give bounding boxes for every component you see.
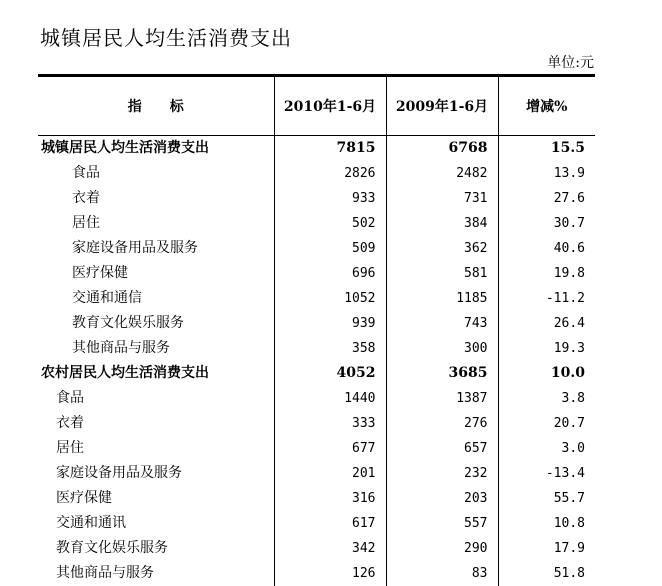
row-label: 衣着 [38, 411, 274, 436]
table-row [38, 461, 595, 486]
value-change: 20.7 [498, 411, 595, 436]
row-label: 医疗保健 [38, 486, 274, 511]
value-2010: 358 [274, 336, 386, 361]
table-body [38, 136, 595, 586]
value-2009: 581 [386, 261, 498, 286]
value-2010: 333 [274, 411, 386, 436]
value-change: 3.8 [498, 386, 595, 411]
table-row [38, 436, 595, 461]
header-change: 增减% [498, 76, 595, 136]
table-row [38, 186, 595, 211]
value-2009: 2482 [386, 161, 498, 186]
consumption-table [38, 74, 595, 586]
value-2010: 677 [274, 436, 386, 461]
value-2010: 696 [274, 261, 386, 286]
value-2010: 4052 [274, 361, 386, 386]
unit-label: 单位:元 [547, 52, 594, 72]
table-row [38, 536, 595, 561]
row-label: 农村居民人均生活消费支出 [38, 361, 274, 386]
value-2010: 933 [274, 186, 386, 211]
table-total-row [38, 361, 595, 386]
table-row [38, 161, 595, 186]
row-label: 家庭设备用品及服务 [38, 236, 274, 261]
value-2010: 509 [274, 236, 386, 261]
value-change: 26.4 [498, 311, 595, 336]
value-2009: 6768 [386, 136, 498, 162]
value-change: -13.4 [498, 461, 595, 486]
row-label: 医疗保健 [38, 261, 274, 286]
row-label: 家庭设备用品及服务 [38, 461, 274, 486]
table-header-row [38, 76, 595, 136]
table-total-row [38, 136, 595, 162]
row-label: 食品 [38, 386, 274, 411]
table-row [38, 261, 595, 286]
value-2010: 7815 [274, 136, 386, 162]
row-label: 交通和通讯 [38, 511, 274, 536]
row-label: 居住 [38, 211, 274, 236]
row-label: 其他商品与服务 [38, 336, 274, 361]
table-row [38, 311, 595, 336]
table-row [38, 511, 595, 536]
value-2009: 384 [386, 211, 498, 236]
value-2009: 276 [386, 411, 498, 436]
table-row [38, 561, 595, 586]
value-2009: 1387 [386, 386, 498, 411]
value-2009: 300 [386, 336, 498, 361]
value-2009: 731 [386, 186, 498, 211]
value-2010: 316 [274, 486, 386, 511]
table-row [38, 411, 595, 436]
value-change: 51.8 [498, 561, 595, 586]
row-label: 居住 [38, 436, 274, 461]
row-label: 城镇居民人均生活消费支出 [38, 136, 274, 162]
header-2010: 2010年1-6月 [274, 76, 386, 136]
table-row [38, 236, 595, 261]
value-2009: 83 [386, 561, 498, 586]
row-label: 交通和通信 [38, 286, 274, 311]
value-change: 40.6 [498, 236, 595, 261]
table-row [38, 211, 595, 236]
value-2010: 502 [274, 211, 386, 236]
value-2009: 232 [386, 461, 498, 486]
value-change: 30.7 [498, 211, 595, 236]
table-row [38, 336, 595, 361]
value-change: 27.6 [498, 186, 595, 211]
value-change: 15.5 [498, 136, 595, 162]
value-change: 19.3 [498, 336, 595, 361]
value-2009: 362 [386, 236, 498, 261]
value-change: 17.9 [498, 536, 595, 561]
value-change: 3.0 [498, 436, 595, 461]
value-2010: 939 [274, 311, 386, 336]
header-2009: 2009年1-6月 [386, 76, 498, 136]
value-2010: 201 [274, 461, 386, 486]
value-change: 19.8 [498, 261, 595, 286]
value-2010: 1052 [274, 286, 386, 311]
table-row [38, 286, 595, 311]
value-2009: 657 [386, 436, 498, 461]
value-2010: 2826 [274, 161, 386, 186]
value-2009: 1185 [386, 286, 498, 311]
value-2009: 557 [386, 511, 498, 536]
value-2009: 203 [386, 486, 498, 511]
value-2010: 617 [274, 511, 386, 536]
row-label: 衣着 [38, 186, 274, 211]
table-row [38, 386, 595, 411]
value-2009: 3685 [386, 361, 498, 386]
value-2009: 290 [386, 536, 498, 561]
row-label: 教育文化娱乐服务 [38, 311, 274, 336]
value-2010: 342 [274, 536, 386, 561]
value-2010: 126 [274, 561, 386, 586]
value-change: -11.2 [498, 286, 595, 311]
value-change: 10.0 [498, 361, 595, 386]
value-change: 10.8 [498, 511, 595, 536]
row-label: 食品 [38, 161, 274, 186]
value-change: 55.7 [498, 486, 595, 511]
value-2009: 743 [386, 311, 498, 336]
header-indicator: 指 标 [38, 76, 274, 136]
value-2010: 1440 [274, 386, 386, 411]
row-label: 教育文化娱乐服务 [38, 536, 274, 561]
table-row [38, 486, 595, 511]
page-title: 城镇居民人均生活消费支出 [40, 22, 292, 51]
value-change: 13.9 [498, 161, 595, 186]
row-label: 其他商品与服务 [38, 561, 274, 586]
